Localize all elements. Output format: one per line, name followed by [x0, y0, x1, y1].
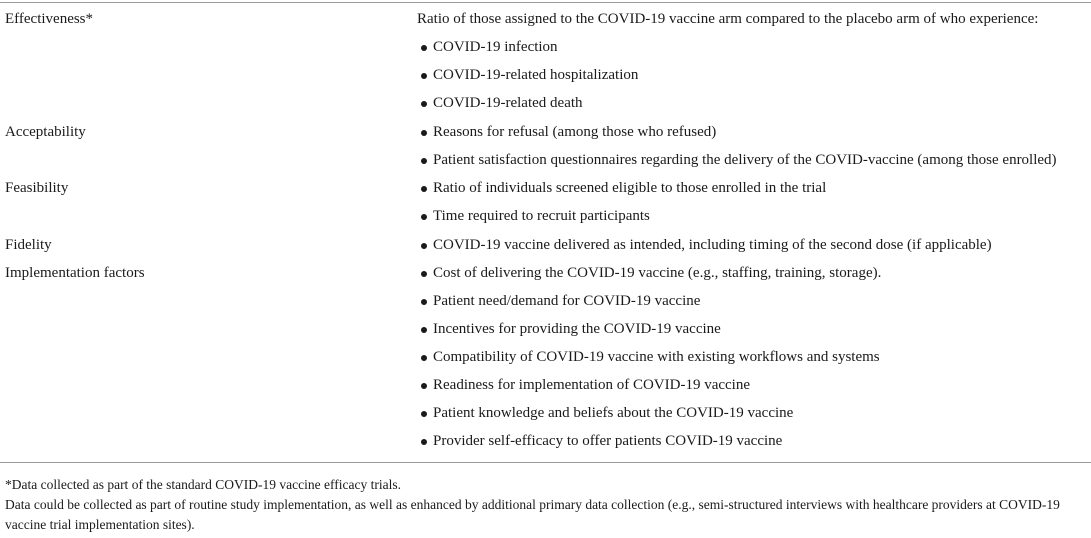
bullet-text: Cost of delivering the COVID-19 vaccine (e.g., staffing, training, storage).: [433, 265, 882, 281]
bullet-text: Readiness for implementation of COVID-19 vaccine: [433, 377, 750, 393]
bullet-item: [417, 259, 1089, 287]
bullet-text: Patient satisfaction questionnaires regarding the delivery of the COVID-vaccine (among those enrolled): [433, 152, 1057, 168]
bullet-dot-icon: [421, 355, 427, 361]
bullet-dot-icon: [421, 214, 427, 220]
bullet-item: [417, 146, 1089, 174]
bullet-dot-icon: [421, 130, 427, 136]
bullet-item: [417, 231, 1089, 259]
bullet-dot-icon: [421, 327, 427, 333]
bullet-item: [417, 202, 1089, 230]
bullet-list: [417, 33, 1089, 117]
row-label: Feasibility: [5, 180, 69, 196]
bullet-text: Reasons for refusal (among those who refused): [433, 124, 717, 140]
bullet-list: [417, 118, 1089, 174]
bullet-dot-icon: [421, 158, 427, 164]
bullet-dot-icon: [421, 271, 427, 277]
row-content: [417, 118, 1089, 174]
row-content: [417, 259, 1089, 455]
bullet-text: Provider self-efficacy to offer patients COVID-19 vaccine: [433, 433, 783, 449]
row-content: [417, 174, 1089, 230]
bullet-text: Time required to recruit participants: [433, 208, 650, 224]
bullet-item: [417, 427, 1089, 455]
bullet-dot-icon: [421, 383, 427, 389]
bullet-dot-icon: [421, 411, 427, 417]
bullet-text: Ratio of individuals screened eligible to those enrolled in the trial: [433, 180, 827, 196]
bullet-dot-icon: [421, 73, 427, 79]
bullet-text: COVID-19 vaccine delivered as intended, including timing of the second dose (if applicable): [433, 237, 992, 253]
table-bottom-rule: [0, 462, 1091, 463]
bullet-text: Compatibility of COVID-19 vaccine with existing workflows and systems: [433, 349, 880, 365]
bullet-item: [417, 89, 1089, 117]
footnote-data-collection: Data could be collected as part of routine study implementation, as well as enhanced by additional primary data collection (e.g., semi-structured interviews with healthcare providers at COVID-19 vaccine trial implementation sites).: [5, 497, 1060, 532]
bullet-item: [417, 315, 1089, 343]
bullet-item: [417, 287, 1089, 315]
table-top-rule: [0, 2, 1091, 3]
bullet-list: [417, 231, 1089, 259]
bullet-list: [417, 174, 1089, 230]
bullet-text: COVID-19-related death: [433, 95, 583, 111]
bullet-dot-icon: [421, 243, 427, 249]
bullet-item: [417, 371, 1089, 399]
row-label: Implementation factors: [5, 265, 145, 281]
bullet-dot-icon: [421, 101, 427, 107]
row-content: [417, 5, 1089, 117]
bullet-dot-icon: [421, 186, 427, 192]
bullet-item: [417, 61, 1089, 89]
row-intro-text: Ratio of those assigned to the COVID-19 vaccine arm compared to the placebo arm of who experience:: [417, 11, 1039, 27]
bullet-item: [417, 174, 1089, 202]
bullet-text: Patient need/demand for COVID-19 vaccine: [433, 293, 701, 309]
bullet-text: Patient knowledge and beliefs about the COVID-19 vaccine: [433, 405, 794, 421]
bullet-list: [417, 259, 1089, 455]
bullet-text: COVID-19 infection: [433, 39, 558, 55]
bullet-dot-icon: [421, 45, 427, 51]
bullet-item: [417, 399, 1089, 427]
bullet-text: Incentives for providing the COVID-19 vaccine: [433, 321, 721, 337]
bullet-dot-icon: [421, 439, 427, 445]
bullet-text: COVID-19-related hospitalization: [433, 67, 639, 83]
row-label: Acceptability: [5, 124, 86, 140]
bullet-dot-icon: [421, 299, 427, 305]
bullet-item: [417, 343, 1089, 371]
bullet-item: [417, 33, 1089, 61]
row-label: Effectiveness*: [5, 11, 94, 27]
row-label: Fidelity: [5, 237, 52, 253]
row-content: [417, 231, 1089, 259]
footnote-efficacy: *Data collected as part of the standard COVID-19 vaccine efficacy trials.: [5, 477, 401, 492]
table-footnotes: [5, 475, 1087, 535]
bullet-item: [417, 118, 1089, 146]
